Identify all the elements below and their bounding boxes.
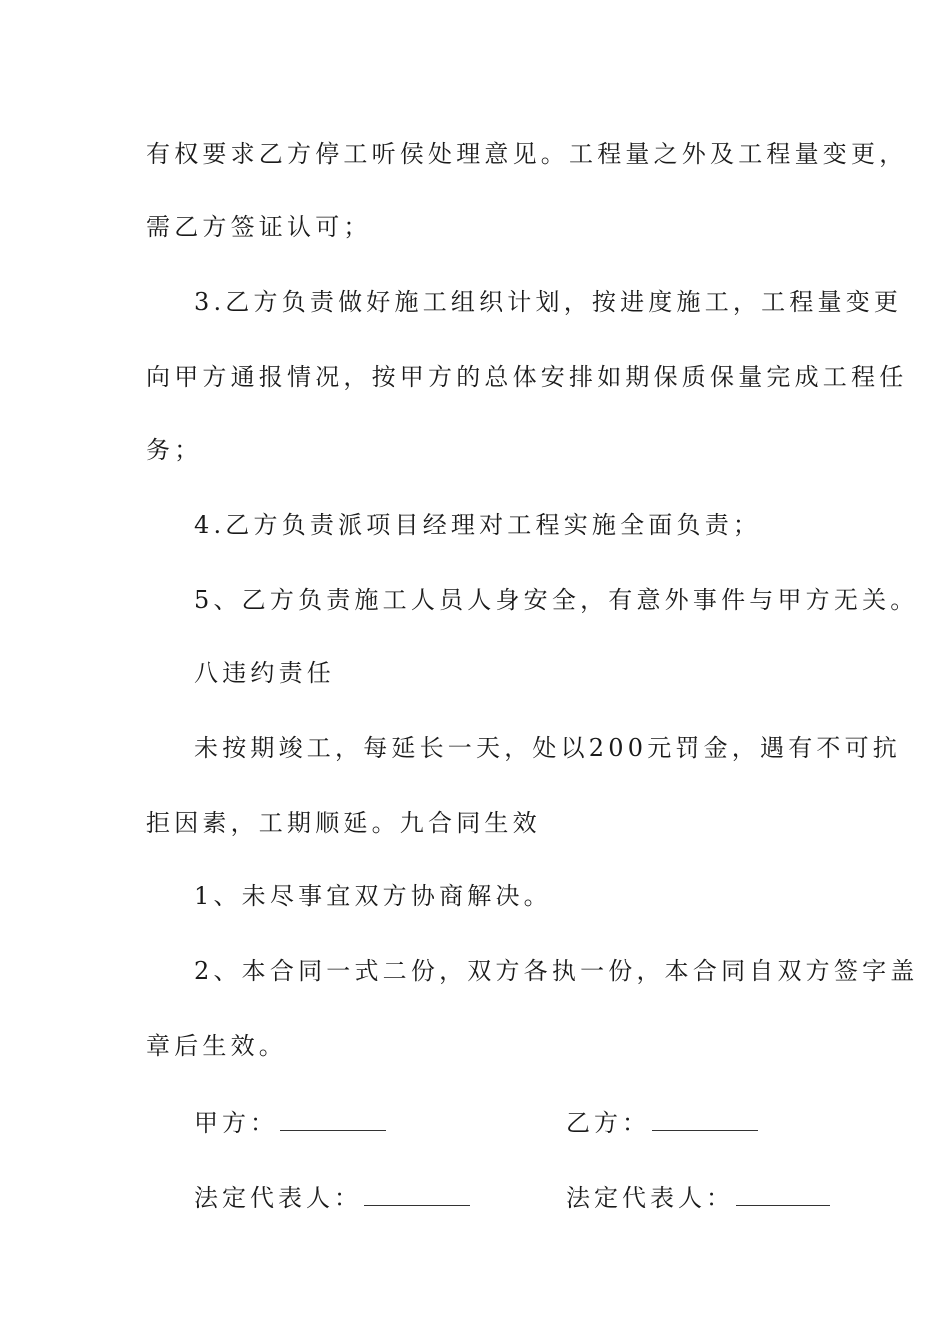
paragraph-line: 章后生效。 [146,1032,287,1060]
party-a-blank[interactable] [280,1110,386,1131]
party-b-signature [566,1107,758,1139]
paragraph-line: 4.乙方负责派项目经理对工程实施全面负责； [194,511,762,539]
rep-b-blank[interactable] [736,1185,830,1206]
rep-b-label: 法定代表人： [566,1184,734,1212]
paragraph-line: 5、乙方负责施工人员人身安全，有意外事件与甲方无关。 [194,586,919,614]
section-heading: 八违约责任 [194,659,335,687]
party-b-blank[interactable] [652,1110,758,1131]
paragraph-line: 2、本合同一式二份，双方各执一份，本合同自双方签字盖 [194,957,919,985]
paragraph-line: 需乙方签证认可； [146,213,372,241]
paragraph-line: 务； [146,436,203,464]
paragraph-line: 拒因素，工期顺延。九合同生效 [146,809,541,837]
rep-a-label: 法定代表人： [194,1184,362,1212]
party-a-signature [194,1107,386,1139]
paragraph-line: 向甲方通报情况，按甲方的总体安排如期保质保量完成工程任 [146,363,908,391]
paragraph-line: 有权要求乙方停工听侯处理意见。工程量之外及工程量变更， [146,140,908,168]
rep-a-signature [194,1182,470,1214]
paragraph-line: 未按期竣工，每延长一天，处以200元罚金，遇有不可抗 [194,734,902,762]
party-a-label: 甲方： [194,1109,278,1137]
rep-a-blank[interactable] [364,1185,470,1206]
paragraph-line: 3.乙方负责做好施工组织计划，按进度施工，工程量变更 [194,288,903,316]
paragraph-line: 1、未尽事宜双方协商解决。 [194,882,552,910]
party-b-label: 乙方： [566,1109,650,1137]
rep-b-signature [566,1182,830,1214]
